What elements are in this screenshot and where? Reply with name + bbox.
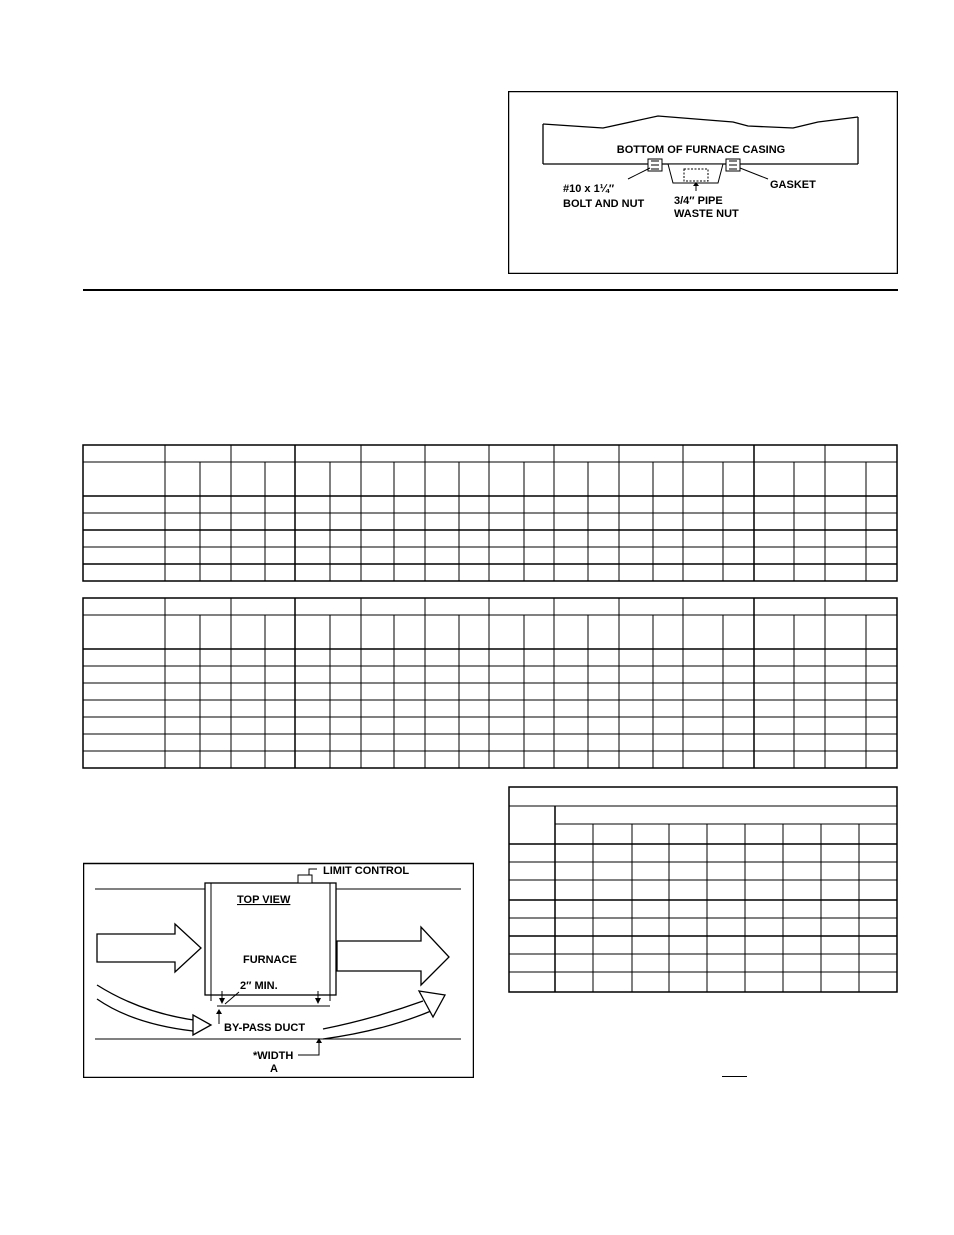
spec-table-b [82, 597, 898, 769]
bypass-duct-label: BY-PASS DUCT [224, 1022, 306, 1034]
bolt-label-line2: BOLT AND NUT [563, 198, 645, 210]
limit-control-label: LIMIT CONTROL [323, 865, 410, 877]
spec-table-c [508, 786, 898, 994]
spec-table-a [82, 444, 898, 582]
pipe-label-line1: 3/4″ PIPE [674, 195, 723, 207]
table-a-minor-cols [200, 462, 866, 581]
table-b-rows [83, 615, 897, 751]
table-a-rows [83, 462, 897, 564]
min-clearance-label: 2″ MIN. [240, 980, 278, 992]
section-divider [83, 289, 898, 291]
gasket-label: GASKET [770, 179, 816, 191]
table-c-cols [555, 806, 859, 992]
casing-title: BOTTOM OF FURNACE CASING [616, 144, 786, 156]
width-label-line1: *WIDTH [253, 1050, 294, 1062]
bolt-label-line1: #10 x 1¼″ [563, 183, 615, 195]
table-b-minor-cols [200, 615, 866, 768]
bolt-left [648, 159, 662, 171]
fraction-rule [722, 1076, 747, 1077]
pipe-label-line2: WASTE NUT [674, 208, 739, 220]
bypass-duct-figure [83, 859, 474, 1078]
top-view-label: TOP VIEW [237, 894, 291, 906]
width-label-line2: A [270, 1063, 278, 1075]
bolt-right [726, 159, 740, 171]
furnace-casing-figure [508, 91, 898, 274]
table-c-rows [509, 806, 897, 972]
furnace-label: FURNACE [243, 954, 297, 966]
